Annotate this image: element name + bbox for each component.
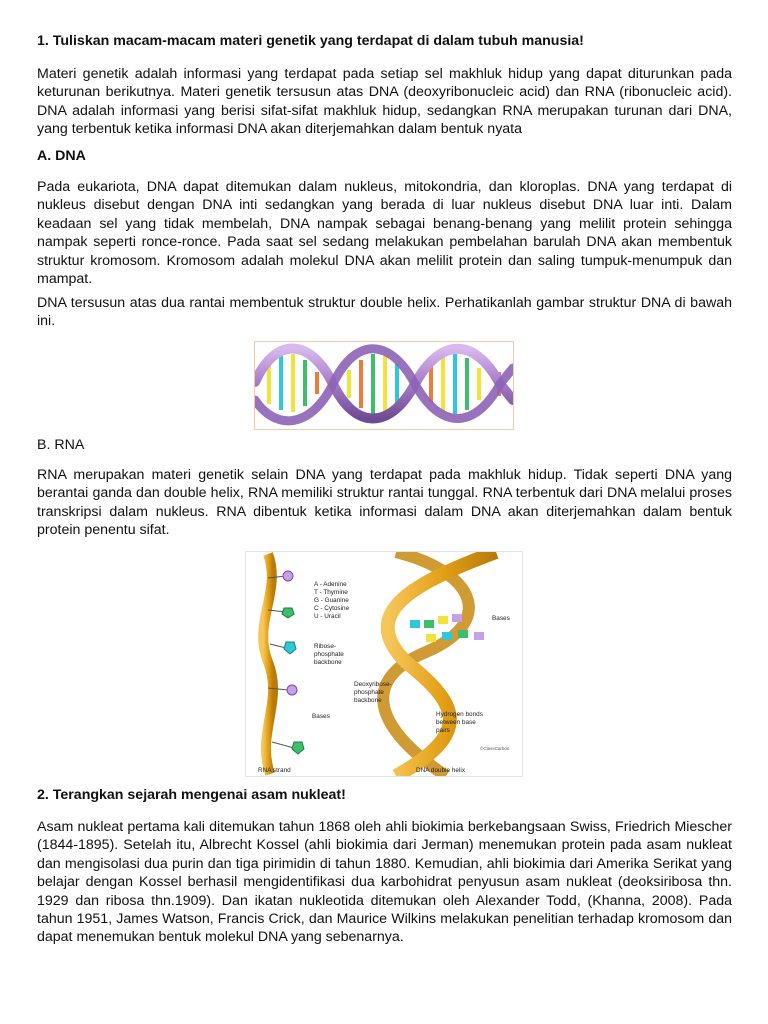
section-b-heading: B. RNA <box>37 437 85 453</box>
dna-helix-figure <box>254 341 514 430</box>
label-hbond-1: Hydrogen bonds <box>436 711 483 718</box>
legend-adenine: A - Adenine <box>314 581 347 588</box>
label-ribose-2: phosphate <box>314 651 344 658</box>
question-2-heading: 2. Terangkan sejarah mengenai asam nukleat! <box>37 787 346 803</box>
label-deoxy-2: phosphate <box>354 689 384 696</box>
label-bases-left: Bases <box>312 713 330 720</box>
label-bases-right: Bases <box>492 615 510 622</box>
label-deoxy-1: Deoxyribose- <box>354 681 392 688</box>
label-ribose-1: Ribose- <box>314 643 337 650</box>
label-hbond-2: between base <box>436 719 476 726</box>
label-hbond-3: pairs <box>436 727 450 734</box>
legend-uracil: U - Uracil <box>314 613 341 620</box>
base-pair-rungs <box>269 354 499 414</box>
legend-thymine: T - Thymine <box>314 589 348 596</box>
rna-paragraph: RNA merupakan materi genetik selain DNA yang terdapat pada makhluk hidup. Tidak seperti DNA yang berantai ganda dan double helix, RNA memiliki struktur rantai tunggal. RNA terbentuk dari DNA melalui proses transkripsi dalam nukleus. RNA dibentuk ketika informasi dalam DNA akan diterjemahkan dalam bentuk protein penentu sifat. <box>37 467 732 539</box>
question-1-heading: 1. Tuliskan macam-macam materi genetik yang terdapat di dalam tubuh manusia! <box>37 33 584 49</box>
figure-credit: ©ClassCarbon <box>480 746 510 751</box>
dna-paragraph-2: DNA tersusun atas dua rantai membentuk struktur double helix. Perhatikanlah gambar struktur DNA di bawah ini. <box>37 295 732 330</box>
legend-guanine: G - Guanine <box>314 597 349 604</box>
intro-paragraph: Materi genetik adalah informasi yang terdapat pada setiap sel makhluk hidup yang dapat diturunkan pada keturunan berikutnya. Materi genetik tersusun atas DNA (deoxyribonucleic acid) dan RNA (ribonucleic acid). DNA adalah informasi yang berisi sifat-sifat makhluk hidup, sedangkan RNA merupakan turunan dari DNA, yang terbentuk ketika informasi DNA akan diterjemahkan dalam bentuk nyata <box>37 66 732 138</box>
rna-dna-diagram <box>245 551 523 777</box>
rna-dna-illustration <box>246 552 522 776</box>
legend-cytosine: C - Cytosine <box>314 605 350 612</box>
label-ribose-3: backbone <box>314 659 342 666</box>
history-paragraph: Asam nukleat pertama kali ditemukan tahun 1868 oleh ahli biokimia berkebangsaan Swiss, Friedrich Miescher (1844-1895). Setelah itu, Albrecht Kossel (ahli biokimia dari Jerman) menemukan protein pada asam nukleat dan mengisolasi dua purin dan tiga pirimidin di tahun 1880. Kemudian, ahli biokimia dari Amerika Serikat yang belajar dengan Kossel berhasil mengidentifikasi dua karbohidrat penyusun asam nukleat (deoksiribosa thn. 1929 dan ribosa thn.1909). Dan ikatan nukleotida ditemukan oleh Alexander Todd, (Khanna, 2008). Pada tahun 1951, James Watson, Francis Crick, dan Maurice Wilkins melakukan penelitian terhadap kromosom dan dapat menemukan bentuk molekul DNA yang sebenarnya. <box>37 819 732 946</box>
dna-paragraph-1: Pada eukariota, DNA dapat ditemukan dalam nukleus, mitokondria, dan kloroplas. DNA yang terdapat di nukleus disebut dengan DNA inti sedangkan yang berada di luar nukleus disebut DNA luar inti. Dalam keadaan sel yang tidak membelah, DNA nampak sebagai benang-benang yang melilit protein sehingga nampak seperti ronce-ronce. Pada saat sel sedang melakukan pembelahan barulah DNA akan membentuk struktur kromosom. Kromosom adalah molekul DNA akan melilit protein dan saling tumpuk-menumpuk dan mampat. <box>37 179 732 288</box>
section-a-heading: A. DNA <box>37 148 86 164</box>
label-deoxy-3: backbone <box>354 697 382 704</box>
rna-backbone <box>263 554 273 774</box>
caption-rna-strand: RNA strand <box>258 767 291 774</box>
caption-dna-helix: DNA double helix <box>416 767 466 774</box>
dna-helix-illustration <box>255 342 513 429</box>
